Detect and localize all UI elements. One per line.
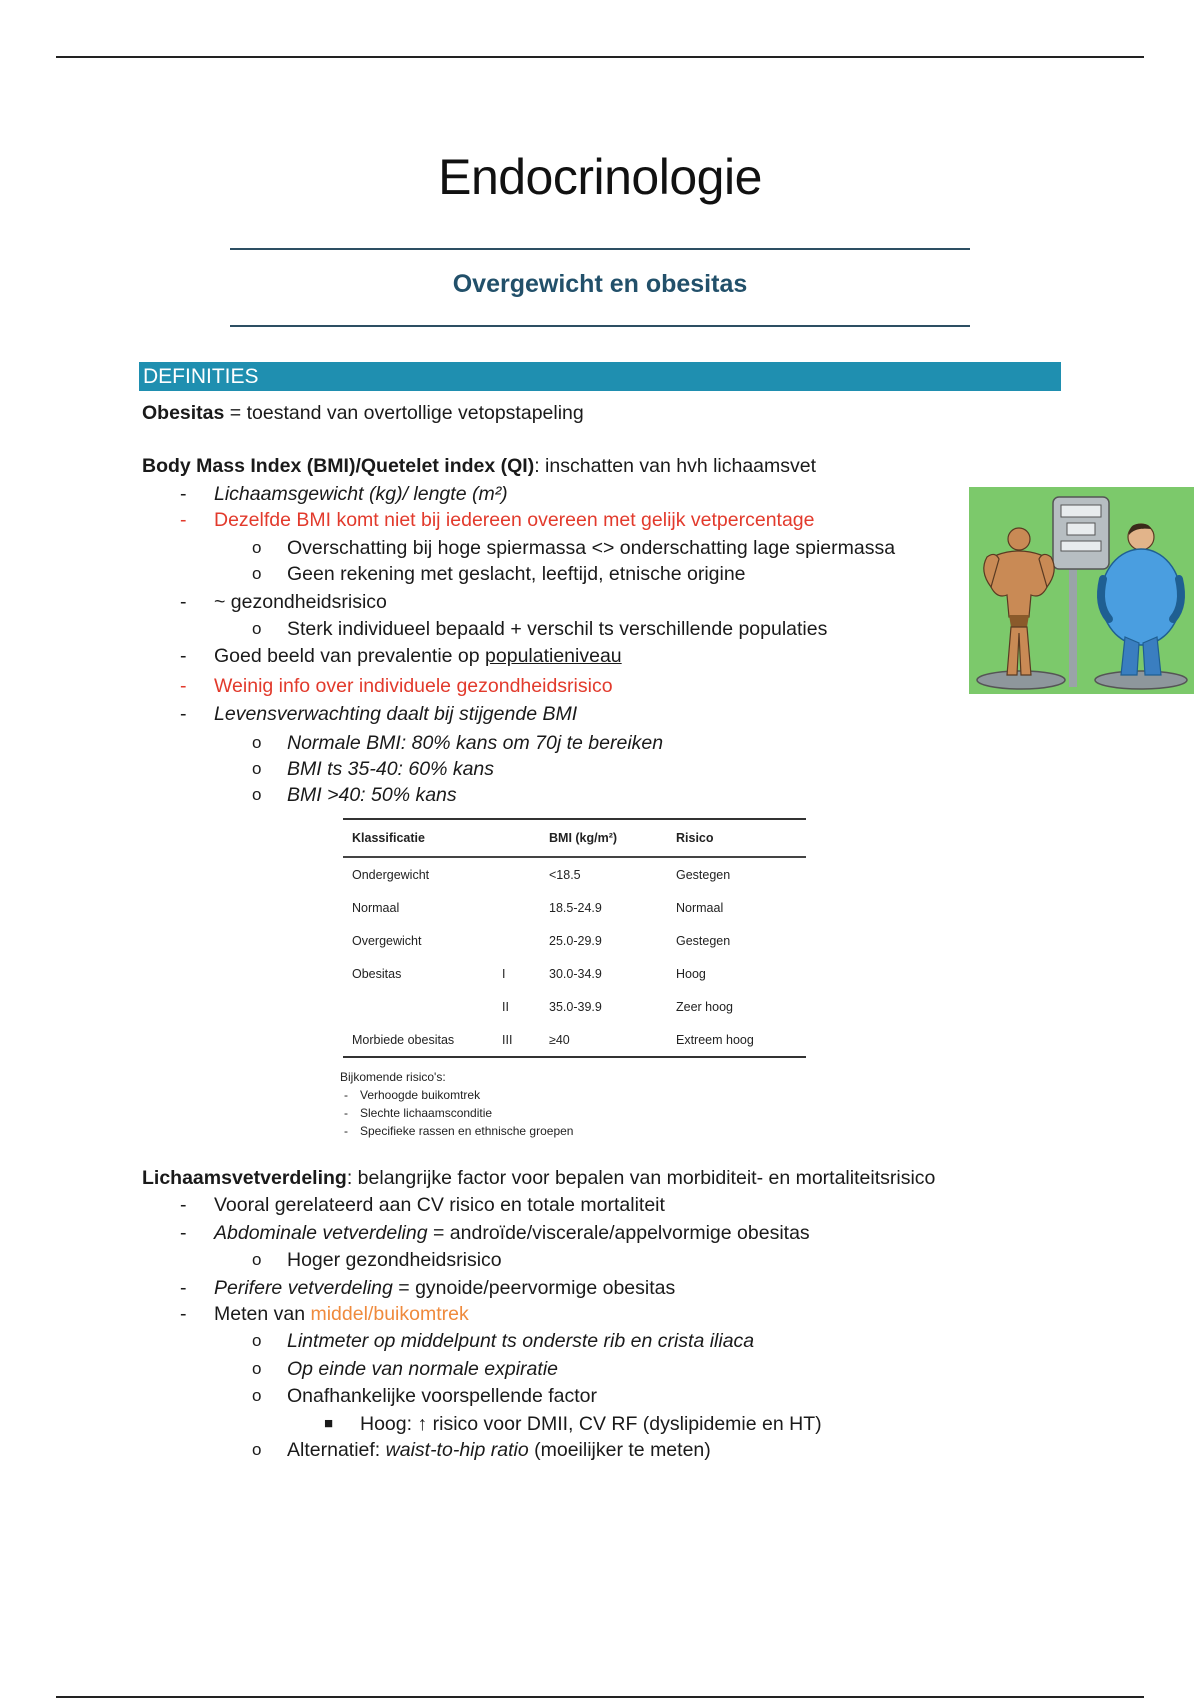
cell-grade: III bbox=[502, 1032, 513, 1047]
life-expectancy-40: BMI >40: 50% kans bbox=[287, 784, 457, 806]
waist-to-hip-term: waist-to-hip ratio bbox=[385, 1439, 529, 1461]
bmi-illustration bbox=[969, 487, 1194, 694]
normal-expiration: Op einde van normale expiratie bbox=[287, 1358, 558, 1380]
measure-waist bbox=[214, 1301, 469, 1327]
subtitle-rule-top bbox=[230, 248, 970, 250]
peripheral-term: Perifere vetverdeling bbox=[214, 1277, 393, 1299]
life-expectancy-normal: Normale BMI: 80% kans om 70j te bereiken bbox=[287, 732, 664, 754]
prevalence-underlined: populatieniveau bbox=[485, 645, 622, 667]
circle-bullet: o bbox=[252, 1331, 262, 1350]
risk-item: - Specifieke rassen en ethnische groepen bbox=[340, 1122, 573, 1140]
cell-bmi: <18.5 bbox=[549, 867, 581, 882]
dash-bullet: - bbox=[180, 1222, 187, 1244]
table-row bbox=[343, 957, 806, 990]
cell-grade: II bbox=[502, 999, 509, 1014]
abdominal-distribution bbox=[214, 1220, 810, 1246]
alternative-measure bbox=[287, 1437, 711, 1463]
cell-risk: Gestegen bbox=[676, 933, 731, 948]
independent-predictor: Onafhankelijke voorspellende factor bbox=[287, 1385, 598, 1407]
cell-bmi: 30.0-34.9 bbox=[549, 966, 602, 981]
scale-post-icon bbox=[1069, 557, 1077, 687]
dash-bullet: - bbox=[180, 1194, 187, 1216]
table-row bbox=[343, 924, 806, 957]
tape-measure: Lintmeter op middelpunt ts onderste rib en crista iliaca bbox=[287, 1330, 755, 1352]
dash-bullet: - bbox=[180, 1303, 187, 1325]
additional-risks bbox=[340, 1068, 573, 1140]
cell-bmi: 35.0-39.9 bbox=[549, 999, 602, 1014]
dash-bullet: - bbox=[180, 675, 187, 697]
bmi-term: Body Mass Index (BMI)/Quetelet index (QI) bbox=[142, 455, 535, 477]
peripheral-text: = gynoide/peervormige obesitas bbox=[392, 1277, 676, 1299]
fat-distribution-text: : belangrijke factor voor bepalen van morbiditeit- en mortaliteitsrisico bbox=[346, 1167, 936, 1189]
cell-bmi: ≥40 bbox=[549, 1032, 570, 1047]
dash-bullet: - bbox=[180, 1277, 187, 1299]
abdominal-text: = androïde/viscerale/appelvormige obesitas bbox=[427, 1222, 810, 1244]
circle-bullet: o bbox=[252, 619, 262, 638]
cell-classification: Morbiede obesitas bbox=[352, 1032, 455, 1047]
fat-distribution-term: Lichaamsvetverdeling bbox=[142, 1167, 347, 1189]
life-expectancy-35-40: BMI ts 35-40: 60% kans bbox=[287, 758, 495, 780]
section-subtitle: Overgewicht en obesitas bbox=[452, 270, 748, 298]
cv-risk: Vooral gerelateerd aan CV risico en totale mortaliteit bbox=[214, 1194, 665, 1216]
circle-bullet: o bbox=[252, 1359, 262, 1378]
bmi-formula: Lichaamsgewicht (kg)/ lengte (m²) bbox=[214, 483, 508, 505]
measure-highlight: middel/buikomtrek bbox=[310, 1303, 469, 1325]
circle-bullet: o bbox=[252, 1440, 262, 1459]
cell-risk: Normaal bbox=[676, 900, 724, 915]
high-risk-note: Hoog: ↑ risico voor DMII, CV RF (dyslipidemie en HT) bbox=[360, 1413, 822, 1435]
subtitle-rule-bottom bbox=[230, 325, 970, 327]
table-row bbox=[343, 858, 806, 891]
prevalence-prefix: Goed beeld van prevalentie op bbox=[214, 645, 486, 667]
cell-bmi: 18.5-24.9 bbox=[549, 900, 602, 915]
top-rule bbox=[56, 56, 1144, 58]
bmi-text: : inschatten van hvh lichaamsvet bbox=[534, 455, 817, 477]
dash-bullet: - bbox=[180, 483, 187, 505]
circle-bullet: o bbox=[252, 538, 262, 557]
cell-classification: Overgewicht bbox=[352, 933, 422, 948]
prevalence-line bbox=[214, 643, 622, 669]
page-title: Endocrinologie bbox=[438, 149, 762, 205]
cell-risk: Hoog bbox=[676, 966, 706, 981]
table-header-row bbox=[343, 820, 806, 858]
dash-bullet: - bbox=[180, 509, 187, 531]
obesitas-text: = toestand van overtollige vetopstapeling bbox=[224, 402, 584, 424]
life-expectancy: Levensverwachting daalt bij stijgende BMI bbox=[214, 703, 578, 725]
circle-bullet: o bbox=[252, 733, 262, 752]
cell-classification: Ondergewicht bbox=[352, 867, 430, 882]
header-bmi: BMI (kg/m²) bbox=[549, 831, 618, 845]
cell-classification: Normaal bbox=[352, 900, 400, 915]
table-row bbox=[343, 990, 806, 1023]
risk-item: - Verhoogde buikomtrek bbox=[340, 1086, 573, 1104]
cell-risk: Extreem hoog bbox=[676, 1032, 754, 1047]
risk-item: - Slechte lichaamsconditie bbox=[340, 1104, 573, 1122]
definities-heading: DEFINITIES bbox=[139, 362, 1061, 391]
circle-bullet: o bbox=[252, 1250, 262, 1269]
alternative-prefix: Alternatief: bbox=[287, 1439, 386, 1461]
health-risk: ~ gezondheidsrisico bbox=[214, 591, 387, 613]
bmi-warning: Dezelfde BMI komt niet bij iedereen overeen met gelijk vetpercentage bbox=[214, 509, 815, 531]
header-classification: Klassificatie bbox=[352, 831, 425, 845]
individual-warning: Weinig info over individuele gezondheidsrisico bbox=[214, 675, 613, 697]
higher-health-risk: Hoger gezondheidsrisico bbox=[287, 1249, 502, 1271]
bottom-rule bbox=[56, 1696, 1144, 1698]
dash-bullet: - bbox=[180, 703, 187, 725]
cell-risk: Zeer hoog bbox=[676, 999, 733, 1014]
table-row bbox=[343, 891, 806, 924]
abdominal-term: Abdominale vetverdeling bbox=[214, 1222, 428, 1244]
circle-bullet: o bbox=[252, 785, 262, 804]
cell-bmi: 25.0-29.9 bbox=[549, 933, 602, 948]
cell-risk: Gestegen bbox=[676, 867, 731, 882]
circle-bullet: o bbox=[252, 759, 262, 778]
circle-bullet: o bbox=[252, 564, 262, 583]
fat-distribution-definition bbox=[142, 1165, 935, 1191]
health-risk-sub: Sterk individueel bepaald + verschil ts verschillende populaties bbox=[287, 618, 828, 640]
bmi-definition bbox=[142, 453, 816, 479]
header-risk: Risico bbox=[676, 831, 714, 845]
obesitas-definition bbox=[142, 400, 584, 426]
dash-bullet: - bbox=[180, 645, 187, 667]
cell-classification: Obesitas bbox=[352, 966, 402, 981]
cell-grade: I bbox=[502, 966, 506, 981]
obesitas-term: Obesitas bbox=[142, 402, 225, 424]
square-bullet: ■ bbox=[324, 1415, 334, 1432]
circle-bullet: o bbox=[252, 1386, 262, 1405]
peripheral-distribution bbox=[214, 1275, 675, 1301]
bmi-classification-table bbox=[343, 818, 806, 1058]
dash-bullet: - bbox=[180, 591, 187, 613]
risks-title: Bijkomende risico's: bbox=[340, 1070, 446, 1084]
measure-prefix: Meten van bbox=[214, 1303, 311, 1325]
bmi-sub-overestimation: Overschatting bij hoge spiermassa <> onderschatting lage spiermassa bbox=[287, 537, 896, 559]
alternative-suffix: (moeilijker te meten) bbox=[528, 1439, 711, 1461]
bmi-sub-no-account: Geen rekening met geslacht, leeftijd, etnische origine bbox=[287, 563, 746, 585]
table-row bbox=[343, 1023, 806, 1056]
